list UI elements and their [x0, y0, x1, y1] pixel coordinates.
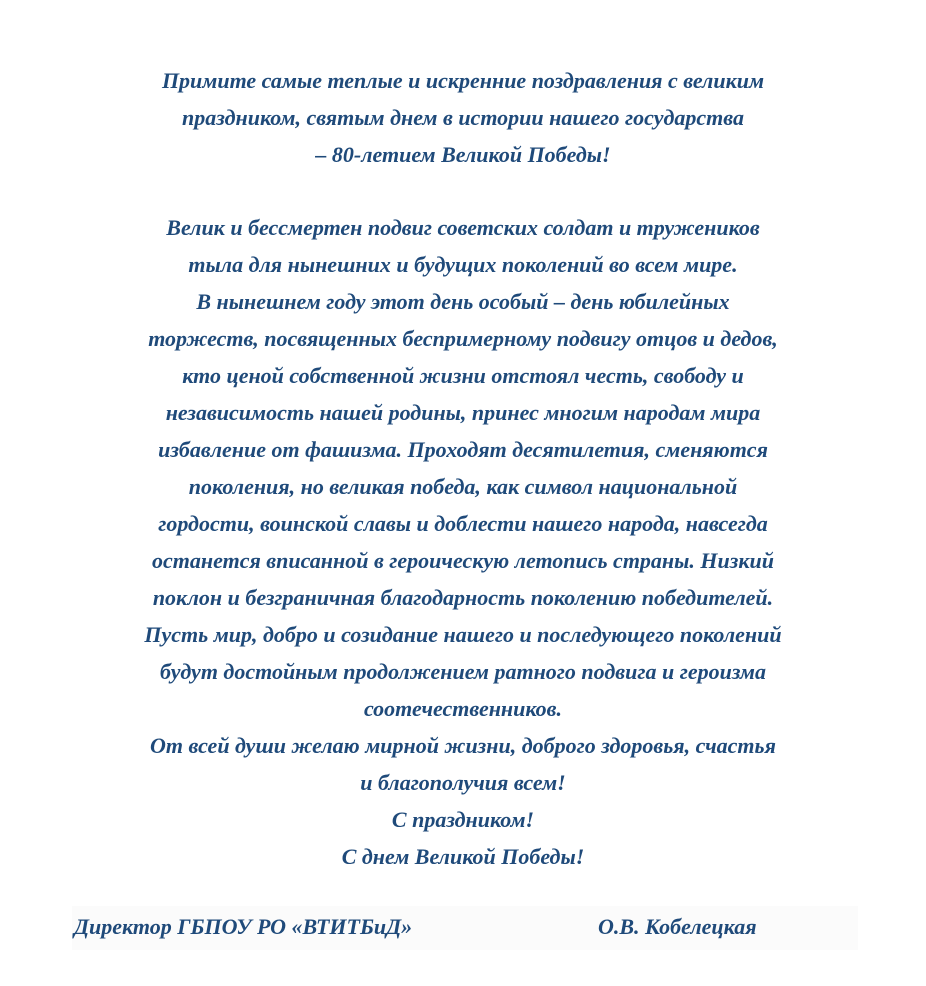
signatory-name: О.В. Кобелецкая: [598, 914, 757, 939]
body-line: избавление от фашизма. Проходят десятилетия, сменяются: [158, 437, 768, 462]
greeting-line: Примите самые теплые и искренние поздравления с великим: [161, 68, 765, 93]
body-line: торжеств, посвященных беспримерному подвигу отцов и дедов,: [148, 326, 778, 351]
body-line: Велик и бессмертен подвиг советских солдат и тружеников: [166, 215, 760, 240]
body-line: С праздником!: [391, 807, 535, 832]
body-line: и благополучия всем!: [360, 770, 566, 795]
body-line: гордости, воинской славы и доблести нашего народа, навсегда: [158, 511, 768, 536]
body-line: От всей души желаю мирной жизни, доброго здоровья, счастья: [150, 733, 776, 758]
body-line: независимость нашей родины, принес многим народам мира: [165, 400, 761, 425]
body-line: поклон и безграничная благодарность поколению победителей.: [152, 585, 774, 610]
body-line: Пусть мир, добро и созидание нашего и последующего поколений: [144, 622, 782, 647]
body-line: тыла для нынешних и будущих поколений во всем мире.: [188, 252, 738, 277]
body-line: соотечественников.: [363, 696, 563, 721]
greeting-line: праздником, святым днем в истории нашего государства: [182, 105, 744, 130]
body-line: кто ценой собственной жизни отстоял честь, свободу и: [182, 363, 744, 388]
signature-block: [72, 906, 858, 950]
greeting-line: – 80-летием Великой Победы!: [315, 142, 611, 167]
body-line: поколения, но великая победа, как символ национальной: [188, 474, 738, 499]
body-line: останется вписанной в героическую летопись страны. Низкий: [152, 548, 774, 573]
body-line: В нынешнем году этот день особый – день юбилейных: [196, 289, 730, 314]
signatory-role: Директор ГБПОУ РО «ВТИТБиД»: [74, 914, 413, 939]
body-line: будут достойным продолжением ратного подвига и героизма: [160, 659, 766, 684]
body-line: С днем Великой Победы!: [341, 844, 585, 869]
